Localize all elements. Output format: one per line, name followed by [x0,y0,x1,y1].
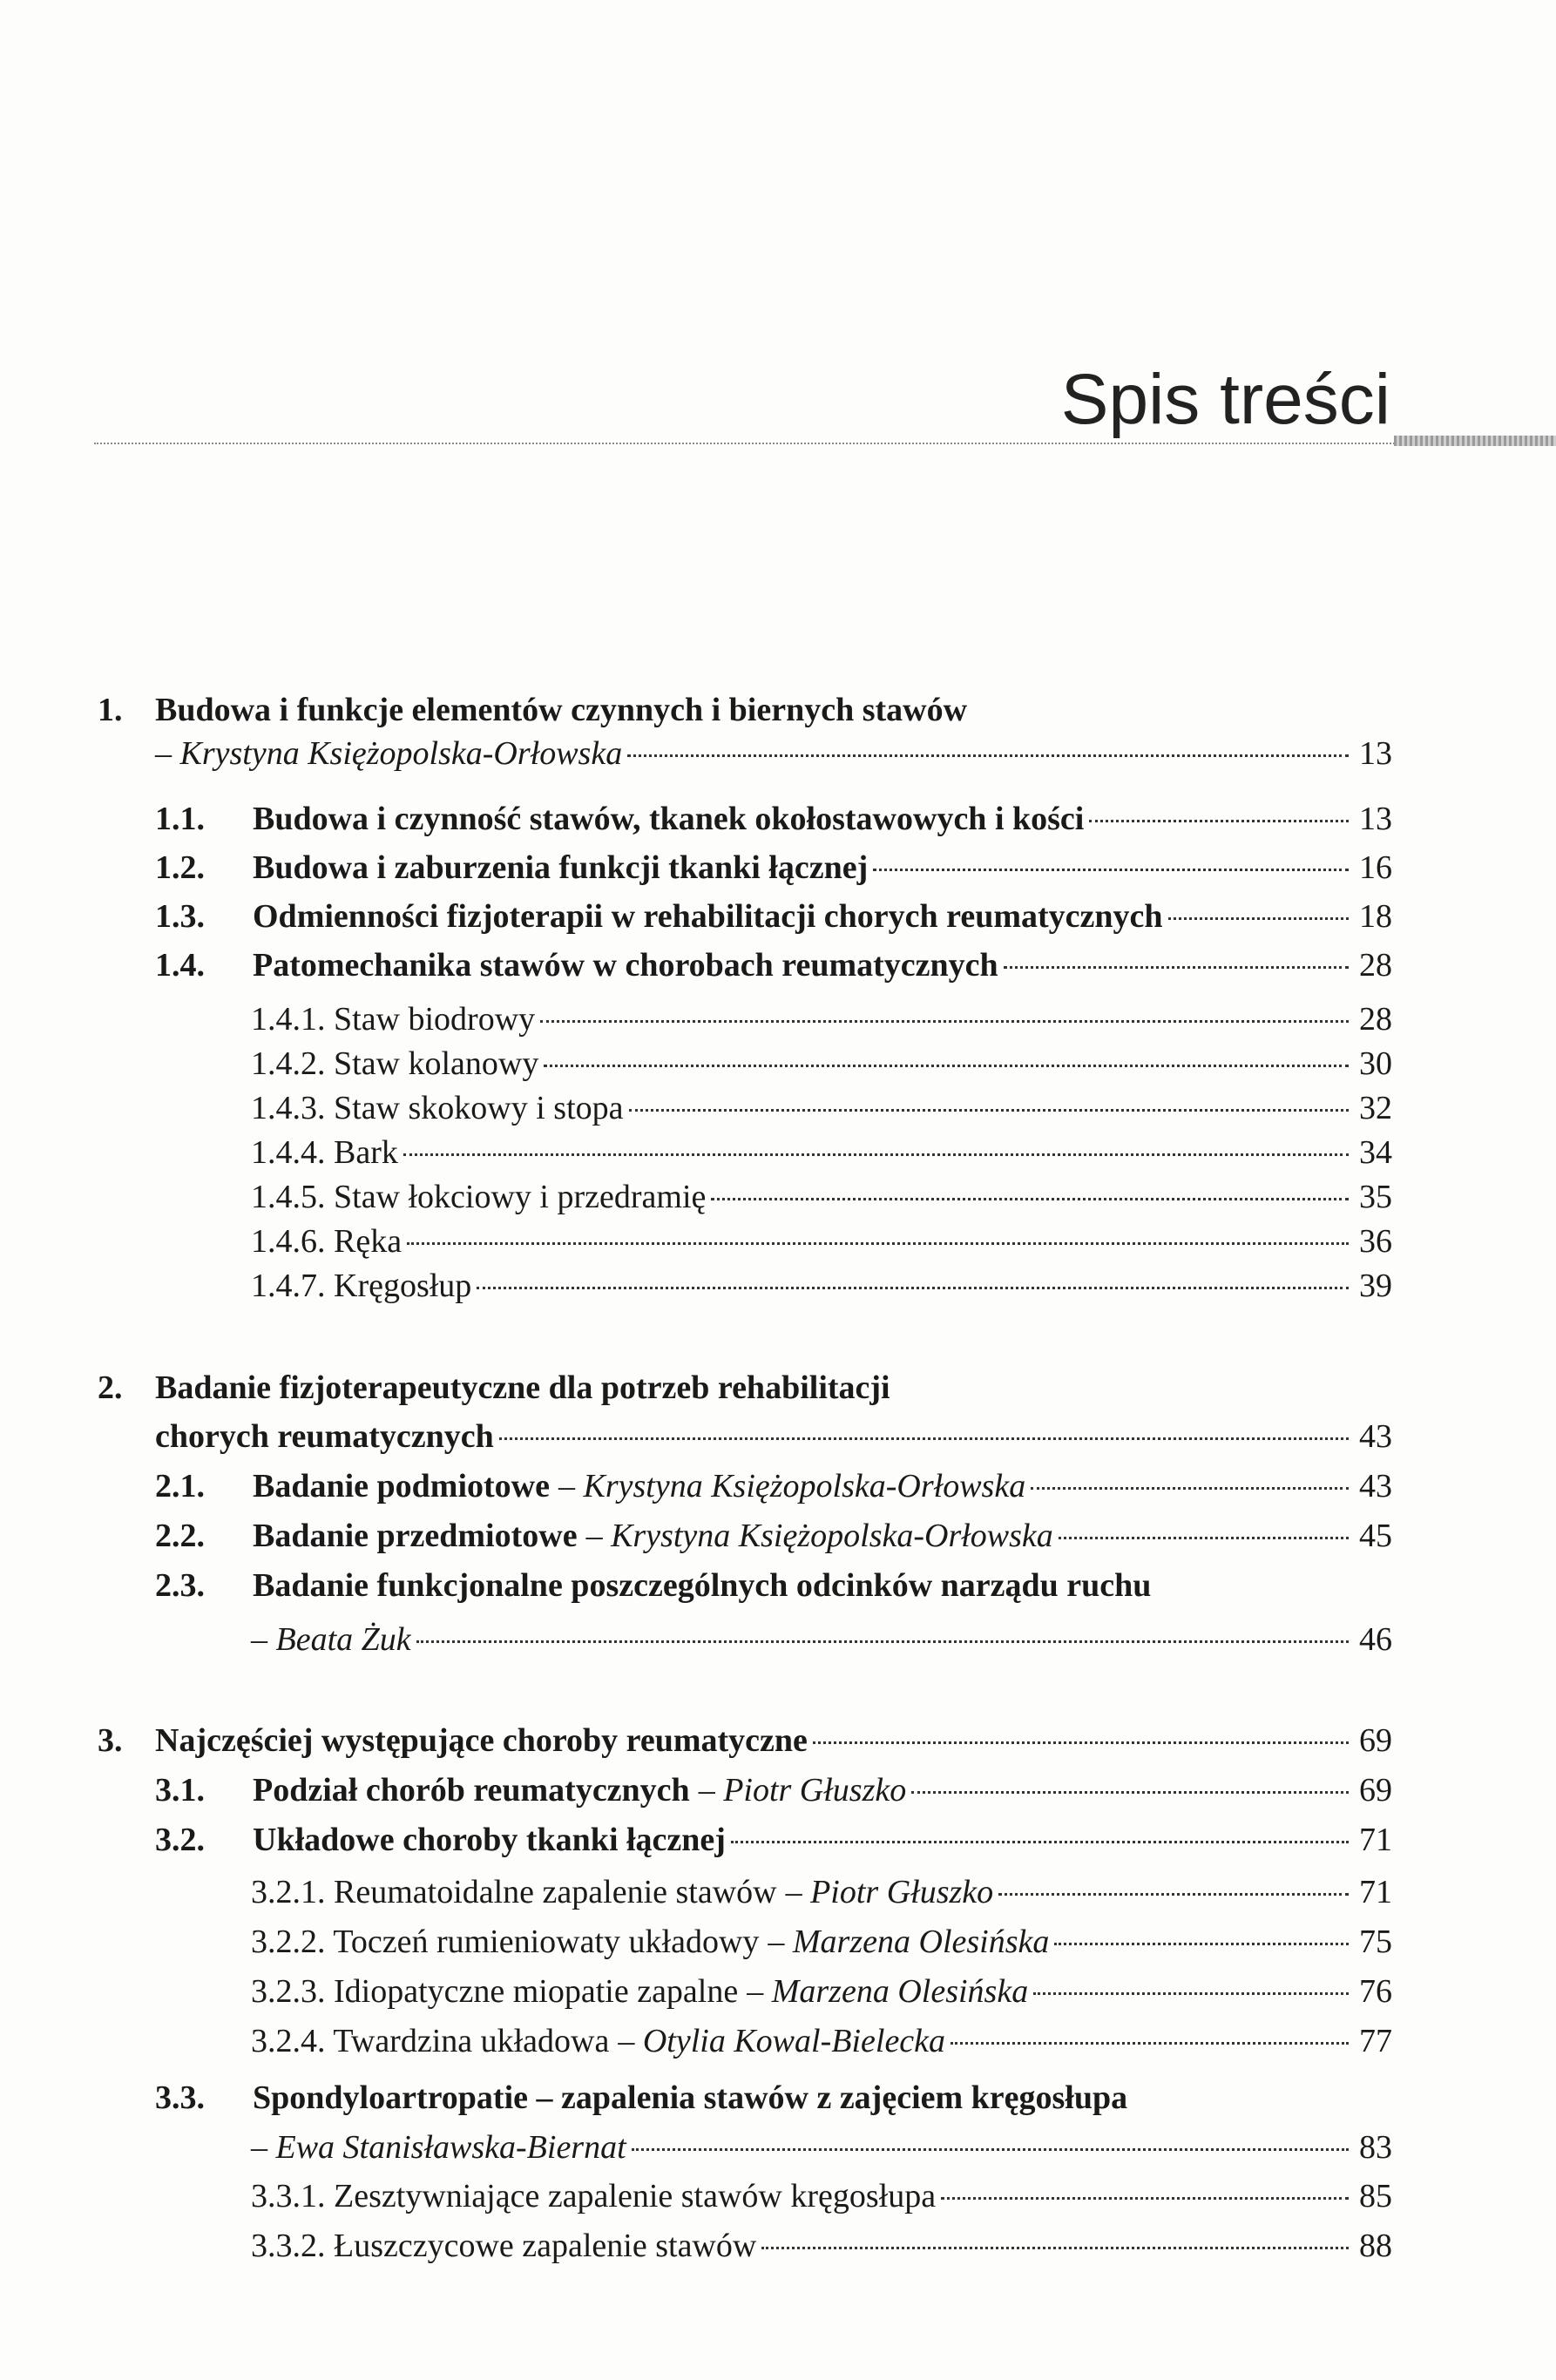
toc-item-3-2-3[interactable] [251,1971,1392,2012]
page-number: 71 [1359,1874,1392,1910]
dot-leader [1033,1992,1349,1995]
toc-chapter-1-author[interactable] [155,734,1392,774]
item-label: 1.4.1. Staw biodrowy [251,1001,536,1038]
dot-leader [477,1287,1349,1289]
toc-section-1-4[interactable] [155,945,1392,985]
page-number: 16 [1359,849,1392,886]
dot-leader [941,2197,1349,2200]
page-number: 30 [1359,1045,1392,1082]
chapter-title: Budowa i funkcje elementów czynnych i biernych stawów [155,692,968,728]
dot-leader [998,1893,1349,1896]
page-title: Spis treści [1060,360,1390,439]
page-number: 77 [1359,2023,1392,2059]
section-title: Budowa i czynność stawów, tkanek okołostawowych i kości [253,801,1085,837]
item-label: 1.4.5. Staw łokciowy i przedramię [251,1179,707,1215]
toc-section-3-3[interactable] [155,2078,1392,2118]
section-title: Podział chorób reumatycznych [253,1772,690,1809]
page-number: 13 [1359,801,1392,837]
item-label: 1.4.6. Ręka [251,1223,403,1260]
section-title: Patomechanika stawów w chorobach reumatycznych [253,947,998,984]
section-title: Badanie podmiotowe [253,1468,550,1504]
page-number: 88 [1359,2228,1392,2264]
chapter-number: 3. [98,1722,123,1759]
section-author: – Krystyna Księżopolska-Orłowska [585,1518,1053,1554]
section-number: 2.2. [155,1518,205,1554]
page-number: 75 [1359,1924,1392,1960]
page-number: 45 [1359,1518,1392,1554]
toc-chapter-1[interactable] [98,690,1392,730]
section-number: 2.3. [155,1567,205,1604]
toc-section-3-2[interactable] [155,1820,1392,1860]
item-label: 3.3.1. Zesztywniające zapalenie stawów kręgosłupa [251,2178,937,2214]
toc-section-2-1[interactable] [155,1466,1392,1506]
toc-item-1-4-1[interactable] [251,999,1392,1039]
item-label: 1.4.4. Bark [251,1134,398,1171]
item-label: 3.2.1. Reumatoidalne zapalenie stawów [251,1874,777,1910]
item-author: – Otylia Kowal-Bielecka [618,2023,946,2059]
dot-leader [911,1791,1349,1794]
item-label: 1.4.3. Staw skokowy i stopa [251,1090,624,1126]
page-number: 39 [1359,1268,1392,1304]
section-number: 3.1. [155,1772,205,1809]
toc-section-2-2[interactable] [155,1516,1392,1556]
section-author: – Krystyna Księżopolska-Orłowska [558,1468,1026,1504]
page-number: 69 [1359,1722,1392,1759]
page-number: 43 [1359,1468,1392,1504]
chapter-author: – Krystyna Księżopolska-Orłowska [155,735,623,772]
item-label: 1.4.7. Kręgosłup [251,1268,472,1304]
dot-leader [544,1065,1349,1067]
dot-leader [632,2148,1349,2151]
chapter-number: 2. [98,1369,123,1406]
toc-section-1-1[interactable] [155,799,1392,839]
section-title: Odmienności fizjoterapii w rehabilitacji chorych reumatycznych [253,898,1163,935]
dot-leader [416,1640,1349,1643]
dot-leader [1004,966,1349,969]
dot-leader [1031,1487,1349,1490]
item-author: – Piotr Głuszko [785,1874,994,1910]
toc-item-1-4-3[interactable] [251,1088,1392,1128]
item-label: 3.2.4. Twardzina układowa [251,2023,610,2059]
toc-section-2-3[interactable] [155,1565,1392,1606]
toc-chapter-3[interactable] [98,1721,1392,1761]
dot-leader [711,1198,1349,1200]
toc-item-3-3-2[interactable] [251,2226,1392,2266]
page-number: 18 [1359,898,1392,935]
toc-item-3-2-4[interactable] [251,2021,1392,2061]
page-number: 85 [1359,2178,1392,2214]
chapter-title-line-2: chorych reumatycznych [155,1418,494,1455]
toc-section-3-3-author[interactable] [251,2127,1392,2167]
page-number: 43 [1359,1418,1392,1455]
page-number: 28 [1359,1001,1392,1038]
dot-leader [813,1741,1349,1744]
page-number: 36 [1359,1223,1392,1260]
section-title: Badanie funkcjonalne poszczególnych odcinków narządu ruchu [253,1567,1152,1604]
section-number: 3.2. [155,1822,205,1858]
section-number: 3.3. [155,2079,205,2116]
page-number: 35 [1359,1179,1392,1215]
toc-item-3-2-2[interactable] [251,1922,1392,1962]
toc-section-1-2[interactable] [155,848,1392,888]
page-number: 13 [1359,735,1392,772]
toc-item-1-4-6[interactable] [251,1221,1392,1261]
item-label: 3.2.2. Toczeń rumieniowaty układowy [251,1924,760,1960]
page-number: 71 [1359,1822,1392,1858]
dot-leader [1089,820,1349,822]
chapter-title-line-1: Badanie fizjoterapeutyczne dla potrzeb rehabilitacji [155,1369,890,1406]
dot-leader [761,2247,1349,2249]
toc-section-3-1[interactable] [155,1770,1392,1810]
section-number: 1.2. [155,849,205,886]
dot-leader [499,1437,1349,1440]
toc-chapter-2-line-2[interactable] [155,1417,1392,1457]
page-number: 32 [1359,1090,1392,1126]
dot-leader [627,754,1349,757]
dot-leader [403,1153,1349,1156]
toc-item-3-3-1[interactable] [251,2176,1392,2216]
item-label: 1.4.2. Staw kolanowy [251,1045,539,1082]
toc-chapter-2[interactable] [98,1368,1392,1408]
page-number: 34 [1359,1134,1392,1171]
dot-leader [731,1841,1349,1843]
section-title: Spondyloartropatie – zapalenia stawów z zajęciem kręgosłupa [253,2079,1128,2116]
section-number: 1.1. [155,801,205,837]
section-title: Budowa i zaburzenia funkcji tkanki łącznej [253,849,869,886]
toc-item-1-4-2[interactable] [251,1044,1392,1084]
section-number: 1.4. [155,947,205,984]
dot-leader [629,1109,1350,1112]
page-number: 46 [1359,1621,1392,1658]
toc-item-3-2-1[interactable] [251,1872,1392,1912]
item-label: 3.3.2. Łuszczycowe zapalenie stawów [251,2228,757,2264]
section-number: 2.1. [155,1468,205,1504]
chapter-number: 1. [98,692,123,728]
dot-leader [873,869,1349,871]
page-number: 83 [1359,2129,1392,2166]
section-title: Badanie przedmiotowe [253,1518,578,1554]
dot-leader [1168,917,1350,920]
dot-leader [1059,1537,1349,1539]
item-label: 3.2.3. Idiopatyczne miopatie zapalne [251,1973,739,2010]
page-number: 28 [1359,947,1392,984]
chapter-title: Najczęściej występujące choroby reumatyczne [155,1722,808,1759]
item-author: – Marzena Olesińska [747,1973,1029,2010]
page-number: 76 [1359,1973,1392,2010]
item-author: – Marzena Olesińska [768,1924,1050,1960]
toc-item-1-4-4[interactable] [251,1133,1392,1173]
dot-leader [951,2042,1349,2045]
dot-leader [540,1020,1349,1023]
section-number: 1.3. [155,898,205,935]
toc-item-1-4-7[interactable] [251,1266,1392,1306]
section-author: – Piotr Głuszko [698,1772,907,1809]
toc-section-2-3-author[interactable] [251,1619,1392,1660]
page-number: 69 [1359,1772,1392,1809]
section-author: – Beata Żuk [251,1621,411,1658]
dot-leader [1054,1943,1349,1945]
toc-section-1-3[interactable] [155,896,1392,936]
section-author: – Ewa Stanisławska-Biernat [251,2129,626,2166]
section-title: Układowe choroby tkanki łącznej [253,1822,726,1858]
dot-leader [407,1242,1349,1245]
toc-item-1-4-5[interactable] [251,1177,1392,1217]
